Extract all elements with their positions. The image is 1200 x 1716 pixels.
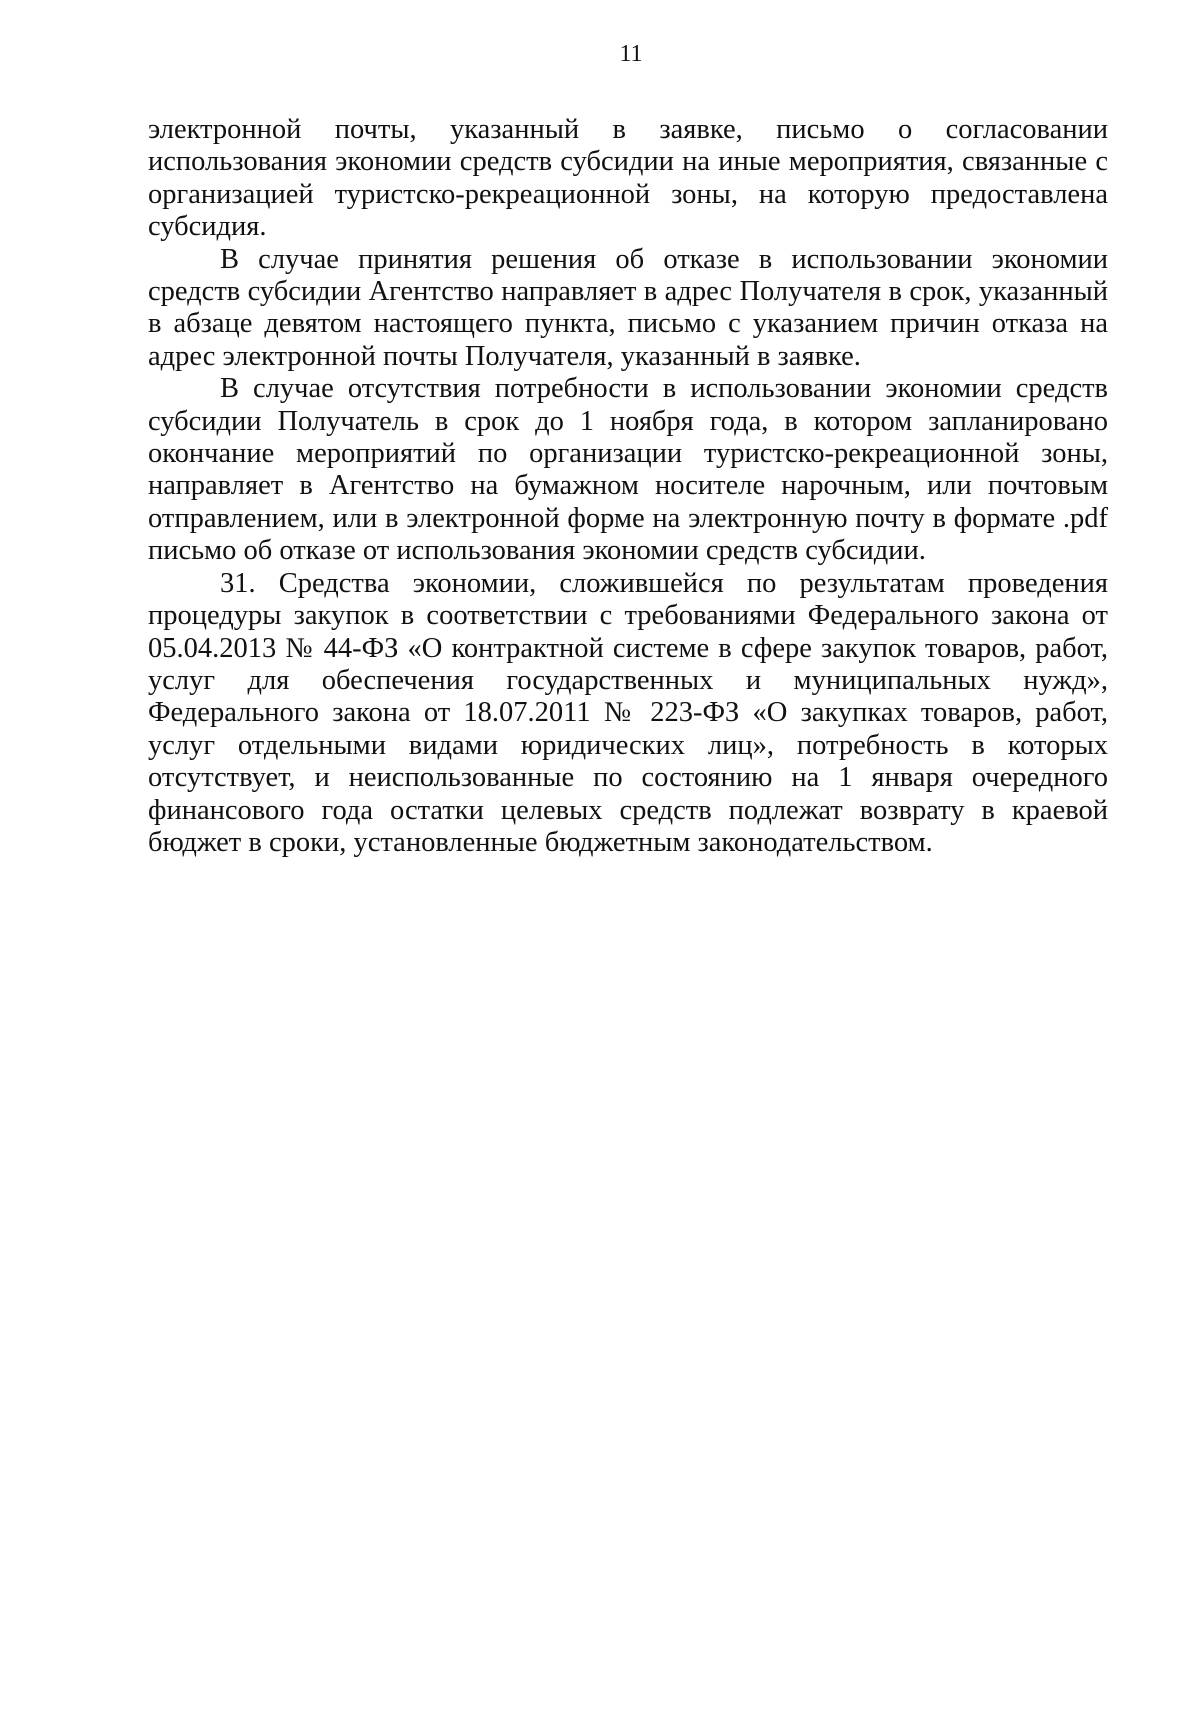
- paragraph-no-need: В случае отсутствия потребности в использовании экономии средств субсидии Получатель в срок до 1 ноября года, в котором запланировано окончание мероприятий по организации туристско-рекреационной зоны, направляет в Агентство на бумажном носителе нарочным, или почтовым отправлением, или в электронной форме на электронную почту в формате .pdf письмо об отказе от использования экономии средств субсидии.: [148, 373, 1108, 567]
- paragraph-continuation: электронной почты, указанный в заявке, письмо о согласовании использования экономии средств субсидии на иные мероприятия, связанные с организацией туристско-рекреационной зоны, на которую предоставлена субсидия.: [148, 114, 1108, 243]
- paragraph-refusal-decision: В случае принятия решения об отказе в использовании экономии средств субсидии Агентство направляет в адрес Получателя в срок, указанный в абзаце девятом настоящего пункта, письмо с указанием причин отказа на адрес электронной почты Получателя, указанный в заявке.: [148, 243, 1108, 372]
- document-body: [148, 114, 1108, 859]
- paragraph-clause-31: 31. Средства экономии, сложившейся по результатам проведения процедуры закупок в соответствии с требованиями Федерального закона от 05.04.2013 № 44-ФЗ «О контрактной системе в сфере закупок товаров, работ, услуг для обеспечения государственных и муниципальных нужд», Федерального закона от 18.07.2011 № 223-ФЗ «О закупках товаров, работ, услуг отдельными видами юридических лиц», потребность в которых отсутствует, и неиспользованные по состоянию на 1 января очередного финансового года остатки целевых средств подлежат возврату в краевой бюджет в сроки, установленные бюджетным законодательством.: [148, 567, 1108, 858]
- page-number: 11: [619, 41, 643, 67]
